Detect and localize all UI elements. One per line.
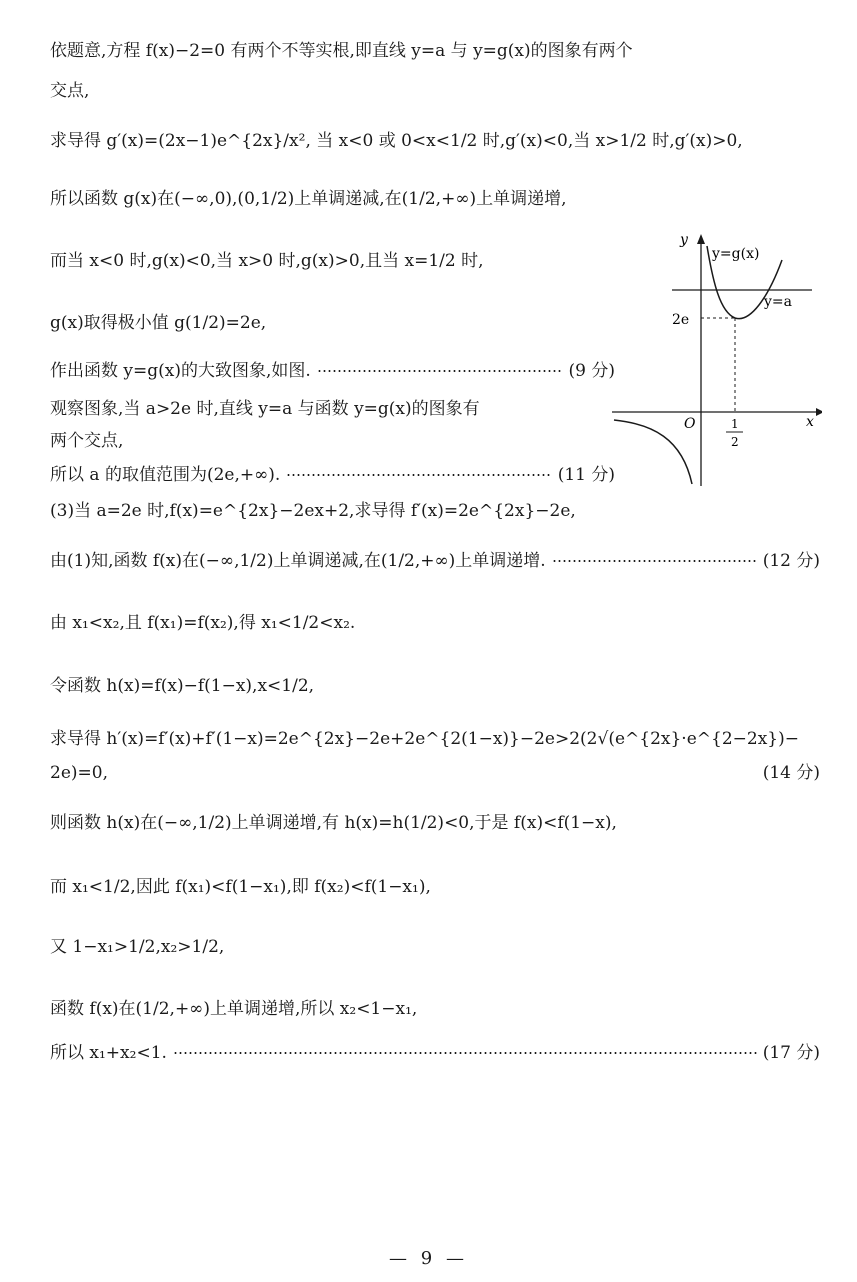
text-line-16-body: 2e)=0, xyxy=(50,763,108,783)
x-tick-numerator: 1 xyxy=(731,417,739,431)
score-9: (9 分) xyxy=(568,361,615,381)
text-line-15: 求导得 h′(x)=f′(x)+f′(1−x)=2e^{2x}−2e+2e^{2(1−x)}−2e>2(2√(e^{2x}·e^{2−2x})− xyxy=(50,729,799,749)
page-number: — 9 — xyxy=(389,1248,468,1269)
text-line-1: 依题意,方程 f(x)−2=0 有两个不等实根,即直线 y=a 与 y=g(x)的图象有两个 xyxy=(50,41,633,61)
dot-leader xyxy=(173,1052,757,1054)
text-line-6: g(x)取得极小值 g(1/2)=2e, xyxy=(50,313,267,333)
score-11: (11 分) xyxy=(557,465,615,485)
function-graph xyxy=(612,228,822,490)
text-line-11: (3)当 a=2e 时,f(x)=e^{2x}−2ex+2,求导得 f′(x)=2e^{2x}−2e, xyxy=(50,501,576,521)
origin-label: O xyxy=(684,416,696,432)
min-value-label: 2e xyxy=(672,312,690,328)
text-line-12 xyxy=(50,550,820,572)
text-line-16 xyxy=(50,762,820,784)
dot-leader xyxy=(317,370,563,372)
text-line-17: 则函数 h(x)在(−∞,1/2)上单调递增,有 h(x)=h(1/2)<0,于是 f(x)<f(1−x), xyxy=(50,813,617,833)
text-line-20: 函数 f(x)在(1/2,+∞)上单调递增,所以 x₂<1−x₁, xyxy=(50,999,418,1019)
text-line-13: 由 x₁<x₂,且 f(x₁)=f(x₂),得 x₁<1/2<x₂. xyxy=(50,613,356,633)
text-line-12-body: 由(1)知,函数 f(x)在(−∞,1/2)上单调递减,在(1/2,+∞)上单调递增. xyxy=(50,551,546,571)
text-line-2: 交点, xyxy=(50,81,90,101)
dot-leader xyxy=(286,474,551,476)
text-line-7-body: 作出函数 y=g(x)的大致图象,如图. xyxy=(50,361,311,381)
text-line-3: 求导得 g′(x)=(2x−1)e^{2x}/x², 当 x<0 或 0<x<1/2 时,g′(x)<0,当 x>1/2 时,g′(x)>0, xyxy=(50,131,743,151)
text-line-18: 而 x₁<1/2,因此 f(x₁)<f(1−x₁),即 f(x₂)<f(1−x₁), xyxy=(50,877,431,897)
curve-label: y=g(x) xyxy=(712,246,760,262)
text-line-5: 而当 x<0 时,g(x)<0,当 x>0 时,g(x)>0,且当 x=1/2 时, xyxy=(50,251,484,271)
x-axis-arrow xyxy=(816,408,822,416)
score-17: (17 分) xyxy=(762,1043,820,1063)
text-line-10-body: 所以 a 的取值范围为(2e,+∞). xyxy=(50,465,281,485)
text-line-7 xyxy=(50,360,615,382)
curve-left-branch xyxy=(614,420,692,484)
line-a-label: y=a xyxy=(764,294,792,310)
x-tick-denominator: 2 xyxy=(731,435,739,449)
text-line-14: 令函数 h(x)=f(x)−f(1−x),x<1/2, xyxy=(50,676,315,696)
x-axis-label: x xyxy=(806,414,814,430)
text-line-21-body: 所以 x₁+x₂<1. xyxy=(50,1043,167,1063)
y-axis-label: y xyxy=(680,232,688,248)
y-axis-arrow xyxy=(697,234,705,244)
text-line-9: 两个交点, xyxy=(50,431,124,451)
score-14: (14 分) xyxy=(762,763,820,783)
text-line-19: 又 1−x₁>1/2,x₂>1/2, xyxy=(50,937,225,957)
text-line-21 xyxy=(50,1042,820,1064)
text-line-4: 所以函数 g(x)在(−∞,0),(0,1/2)上单调递减,在(1/2,+∞)上单调递增, xyxy=(50,189,567,209)
text-line-8: 观察图象,当 a>2e 时,直线 y=a 与函数 y=g(x)的图象有 xyxy=(50,399,480,419)
dot-leader xyxy=(552,560,757,562)
score-12: (12 分) xyxy=(762,551,820,571)
text-line-10 xyxy=(50,464,615,486)
